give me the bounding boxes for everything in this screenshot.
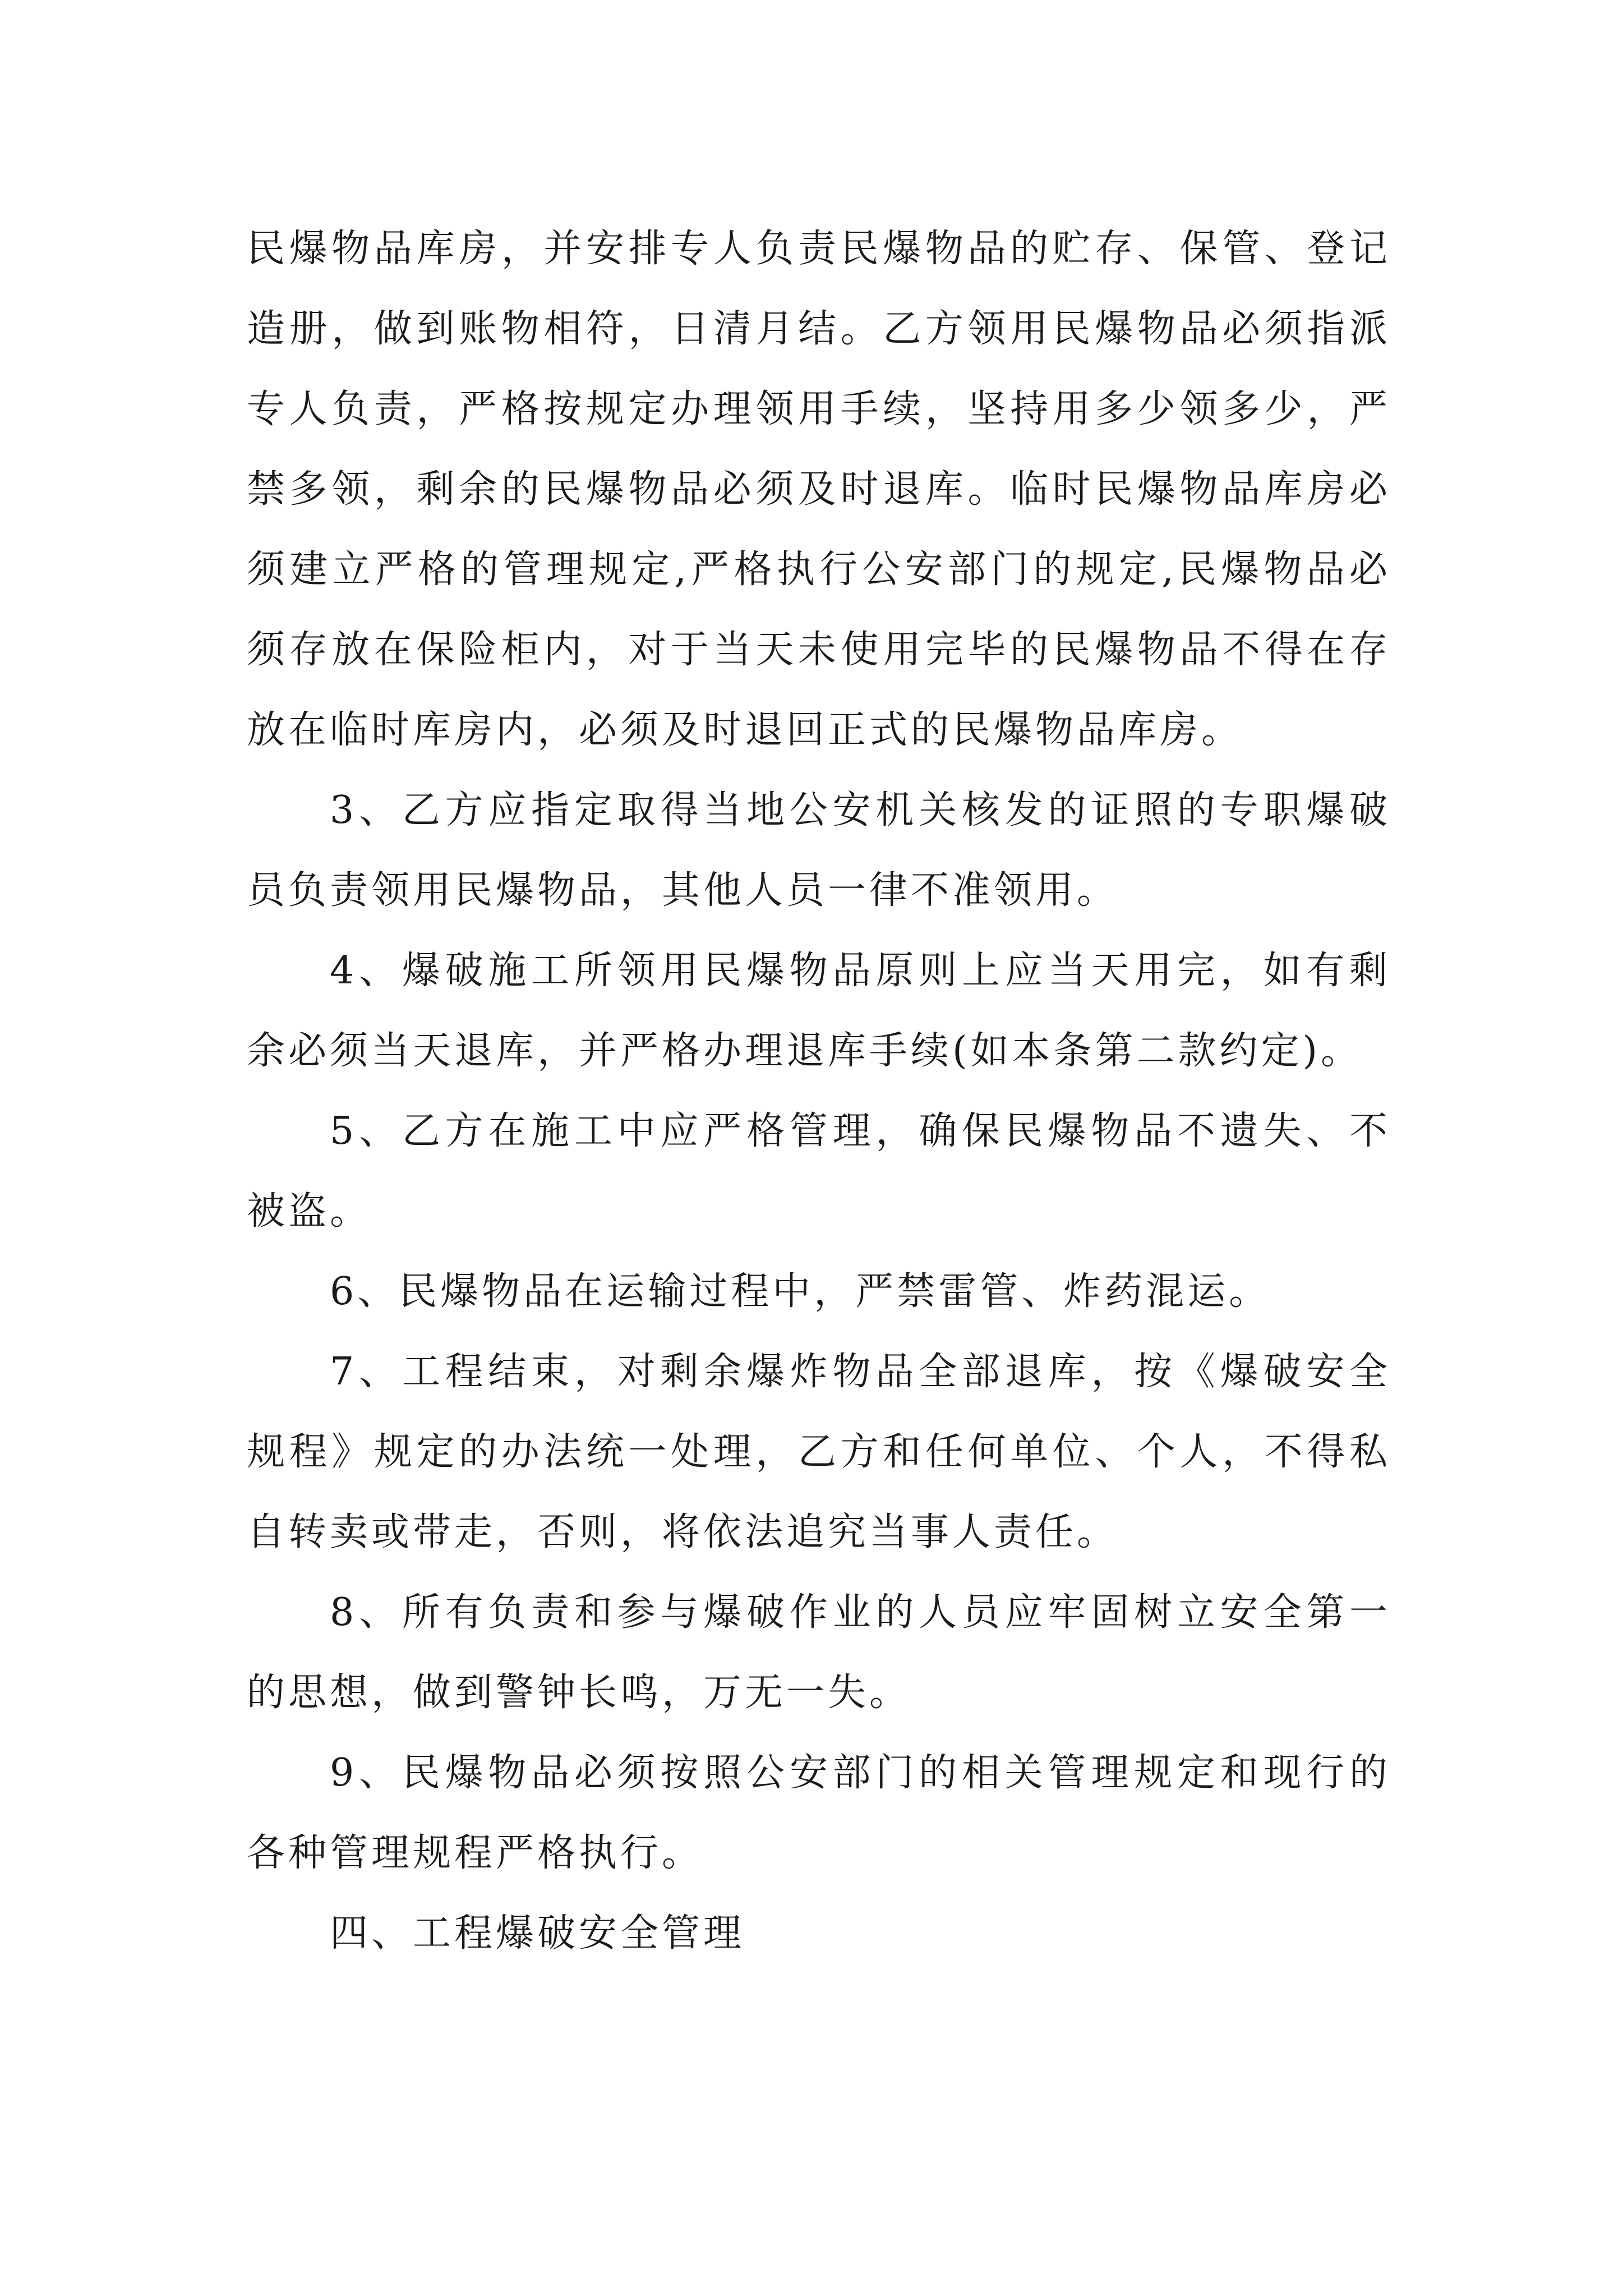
- paragraph-continuation: 民爆物品库房，并安排专人负责民爆物品的贮存、保管、登记造册，做到账物相符，日清月结。乙方领用民爆物品必须指派专人负责，严格按规定办理领用手续，坚持用多少领多少，严禁多领，剩余的民爆物品必须及时退库。临时民爆物品库房必须建立严格的管理规定,严格执行公安部门的规定,民爆物品必须存放在保险柜内，对于当天未使用完毕的民爆物品不得在存放在临时库房内，必须及时退回正式的民爆物品库房。: [247, 227, 1391, 752]
- paragraph-item-9: 9、民爆物品必须按照公安部门的相关管理规定和现行的各种管理规程严格执行。: [247, 1751, 1391, 1875]
- paragraph-item-3: 3、乙方应指定取得当地公安机关核发的证照的专职爆破员负责领用民爆物品，其他人员一律不准领用。: [247, 788, 1391, 913]
- paragraph-item-4: 4、爆破施工所领用民爆物品原则上应当天用完，如有剩余必须当天退库，并严格办理退库手续(如本条第二款约定)。: [247, 949, 1391, 1073]
- paragraph-item-7: 7、工程结束，对剩余爆炸物品全部退库，按《爆破安全规程》规定的办法统一处理，乙方和任何单位、个人，不得私自转卖或带走，否则，将依法追究当事人责任。: [247, 1350, 1391, 1554]
- document-body: [247, 209, 1391, 1973]
- paragraph-item-5: 5、乙方在施工中应严格管理，确保民爆物品不遗失、不被盗。: [247, 1109, 1391, 1234]
- paragraph-item-8: 8、所有负责和参与爆破作业的人员应牢固树立安全第一的思想，做到警钟长鸣，万无一失。: [247, 1590, 1391, 1715]
- paragraph-item-6: 6、民爆物品在运输过程中，严禁雷管、炸药混运。: [330, 1269, 1271, 1314]
- section-heading: 四、工程爆破安全管理: [330, 1911, 745, 1955]
